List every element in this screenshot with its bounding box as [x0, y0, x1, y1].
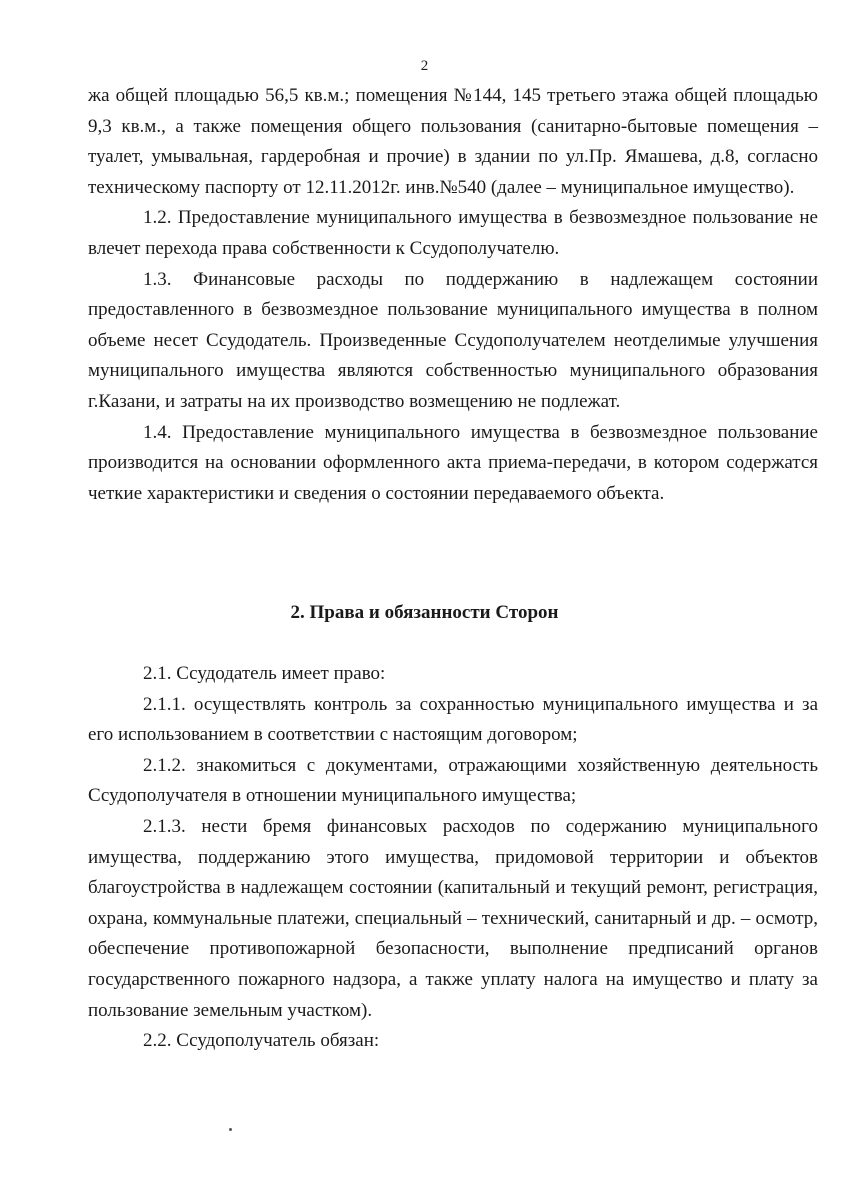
page-number: 2 [420, 58, 429, 74]
paragraph-2-1-3: 2.1.3. нести бремя финансовых расходов по содержанию муниципального имущества, поддержанию этого имущества, придомовой территории и объектов благоустройства в надлежащем состоянии (капитальный и текущий ремонт, регистрация, охрана, коммунальные платежи, специальный – технический, санитарный и др. – осмотр, обеспечение противопожарной безопасности, выполнение предписаний органов государственного пожарного надзора, а также уплату налога на имущество и плату за пользование земельным участком). [88, 815, 818, 1021]
paragraph-2-1-1: 2.1.1. осуществлять контроль за сохранностью муниципального имущества и за его использованием в соответствии с настоящим договором; [88, 693, 818, 746]
paragraph-2-2: 2.2. Ссудополучатель обязан: [143, 1030, 380, 1052]
document-body-bottom [88, 659, 818, 1057]
paragraph-1-4: 1.4. Предоставление муниципального имущества в безвозмездное пользование производится на основании оформленного акта приема-передачи, в котором содержатся четкие характеристики и сведения о состоянии передаваемого объекта. [88, 421, 818, 504]
paragraph-1-2: 1.2. Предоставление муниципального имущества в безвозмездное пользование не влечет перехода права собственности к Ссудополучателю. [88, 207, 818, 259]
section-title: 2. Права и обязанности Сторон [290, 602, 559, 623]
paragraph-1-3: 1.3. Финансовые расходы по поддержанию в надлежащем состоянии предоставленного в безвозмездное пользование муниципального имущества в полном объеме несет Ссудодатель. Произведенные Ссудополучателем неотделимые улучшения муниципального имущества являются собственностью муниципального образования г.Казани, и затраты на их производство возмещению не подлежат. [88, 268, 818, 412]
paragraph-2-1-2: 2.1.2. знакомиться с документами, отражающими хозяйственную деятельность Ссудополучателя в отношении муниципального имущества; [88, 754, 818, 807]
scan-speck [229, 1128, 232, 1131]
paragraph-continuation: жа общей площадью 56,5 кв.м.; помещения №144, 145 третьего этажа общей площадью 9,3 кв.м., а также помещения общего пользования (санитарно-бытовые помещения – туалет, умывальная, гардеробная и прочие) в здании по ул.Пр. Ямашева, д.8, согласно техническому паспорту от 12.11.2012г. инв.№540 (далее – муниципальное имущество). [88, 85, 818, 198]
document-body-top [88, 81, 818, 509]
paragraph-2-1: 2.1. Ссудодатель имеет право: [143, 663, 386, 684]
